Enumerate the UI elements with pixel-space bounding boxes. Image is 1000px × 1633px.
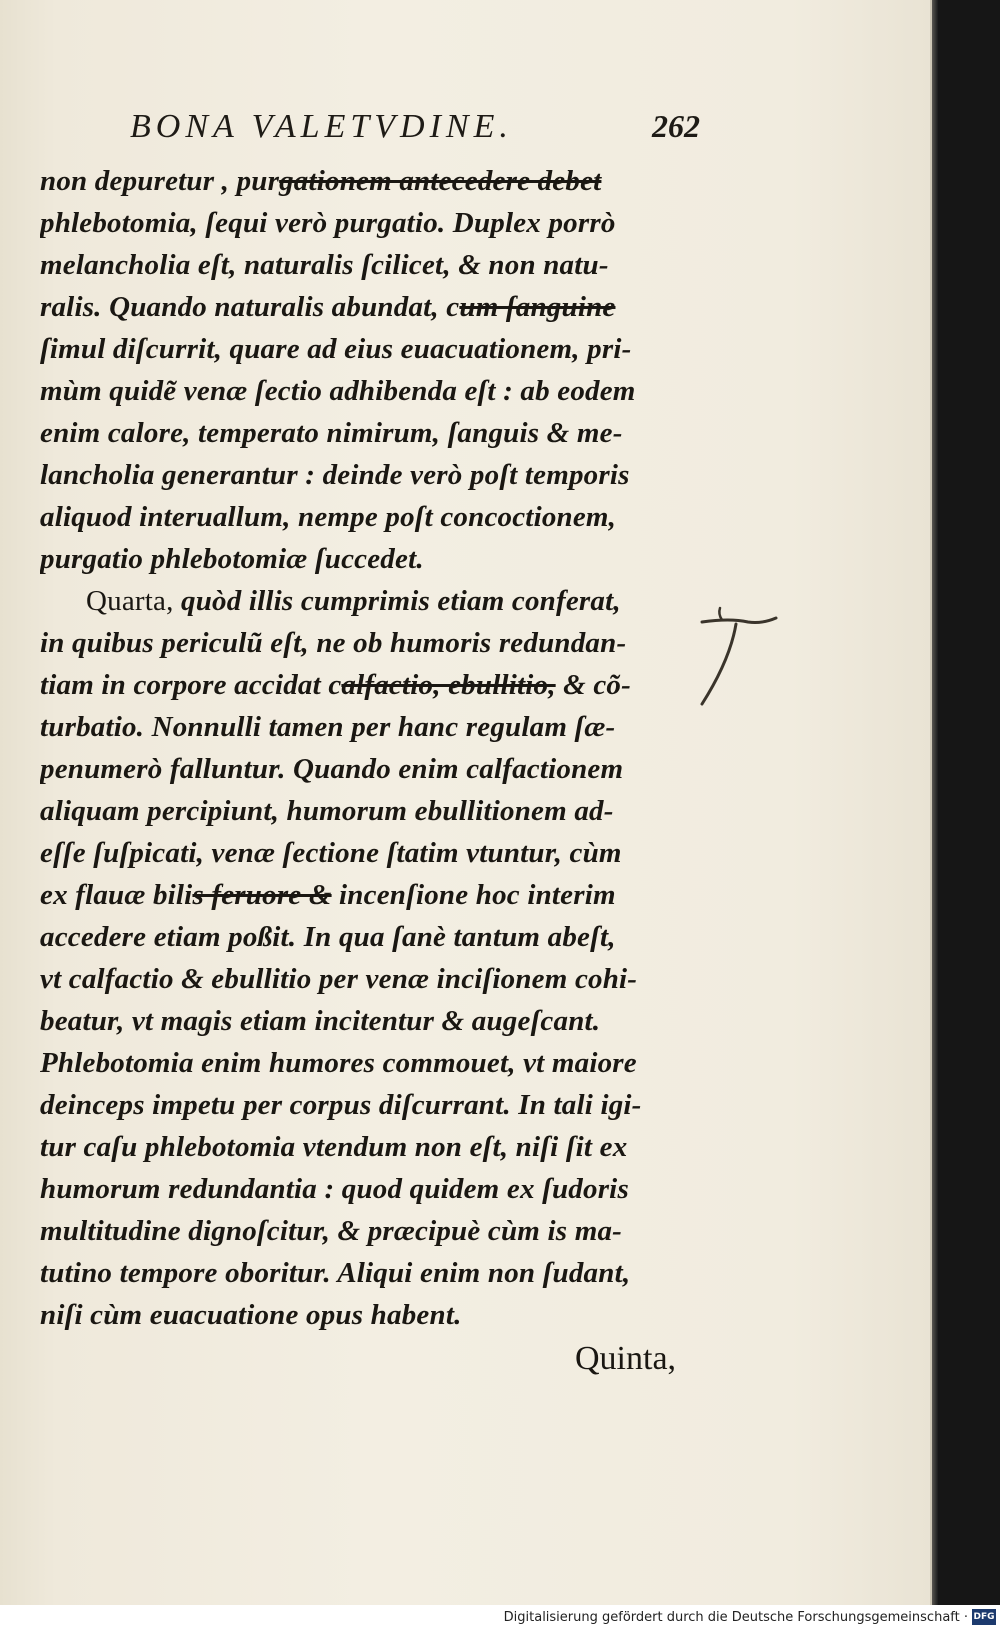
text-segment: vt calfactio & ebullitio per venæ inciſionem cohi-: [40, 963, 638, 995]
text-line: [40, 328, 700, 370]
text-segment: ralis. Quando naturalis abundat, c: [40, 291, 460, 323]
text-line: [40, 748, 700, 790]
text-line: [40, 1168, 700, 1210]
text-line: [40, 1294, 700, 1336]
text-segment: lancholia generantur : deinde verò poſt temporis: [40, 459, 630, 491]
text-segment: humorum redundantia : quod quidem ex ſudoris: [40, 1173, 629, 1205]
text-segment: Quarta,: [86, 585, 174, 617]
text-line: [40, 706, 700, 748]
text-segment: ex flauæ bili: [40, 879, 193, 911]
struck-through-text: s feruore &: [192, 879, 332, 911]
text-line: [40, 454, 700, 496]
text-segment: accedere etiam poßit. In qua ſanè tantum abeſt,: [40, 921, 616, 953]
text-line: [40, 622, 700, 664]
text-line: [40, 286, 700, 328]
text-segment: Phlebotomia enim humores commouet, vt maiore: [40, 1047, 637, 1079]
page-number: 262: [652, 108, 700, 144]
running-head: [130, 108, 700, 152]
text-line: [40, 1210, 700, 1252]
struck-through-text: alfactio, ebullitio,: [341, 669, 556, 701]
text-segment: beatur, vt magis etiam incitentur & augeſcant.: [40, 1005, 601, 1037]
text-segment: quòd illis cumprimis etiam conferat,: [173, 585, 621, 617]
text-segment: niſi cùm euacuatione opus habent.: [40, 1299, 462, 1331]
text-segment: non depuretur , pur: [40, 165, 280, 197]
text-line: [40, 874, 700, 916]
text-segment: in quibus periculũ eſt, ne ob humoris redundan-: [40, 627, 627, 659]
handwritten-margin-mark-icon: [700, 600, 780, 710]
text-line: [40, 790, 700, 832]
text-segment: tur caſu phlebotomia vtendum non eſt, niſi ſit ex: [40, 1131, 628, 1163]
text-line: [40, 202, 700, 244]
struck-through-text: um ſanguine: [459, 291, 616, 323]
text-line: [40, 958, 700, 1000]
text-line: [40, 1252, 700, 1294]
text-segment: ſimul diſcurrit, quare ad eius euacuationem, pri-: [40, 333, 632, 365]
text-segment: turbatio. Nonnulli tamen per hanc regulam ſæ-: [40, 711, 616, 743]
funding-credit: Digitalisierung gefördert durch die Deutsche Forschungsgemeinschaft ·: [503, 1610, 968, 1625]
text-line: [40, 832, 700, 874]
text-line: [40, 916, 700, 958]
text-segment: purgatio phlebotomiæ ſuccedet.: [40, 543, 424, 575]
dfg-logo-icon: DFG: [972, 1609, 996, 1625]
text-line: [40, 1126, 700, 1168]
text-line: [40, 580, 700, 622]
catchword: Quinta,: [575, 1340, 677, 1377]
text-segment: phlebotomia, ſequi verò purgatio. Duplex porrò: [40, 207, 616, 239]
text-segment: tutino tempore oboritur. Aliqui enim non ſudant,: [40, 1257, 631, 1289]
text-segment: tiam in corpore accidat c: [40, 669, 342, 701]
text-segment: & cõ-: [555, 669, 631, 701]
text-line: [40, 1084, 700, 1126]
text-segment: enim calore, temperato nimirum, ſanguis & me-: [40, 417, 623, 449]
text-segment: melancholia eſt, naturalis ſcilicet, & non natu-: [40, 249, 609, 281]
digitization-footer: [0, 1605, 1000, 1633]
text-segment: mùm quidẽ venæ ſectio adhibenda eſt : ab eodem: [40, 375, 636, 407]
text-segment: aliquam percipiunt, humorum ebullitionem ad-: [40, 795, 614, 827]
text-segment: penumerò falluntur. Quando enim calfactionem: [40, 753, 624, 785]
struck-through-text: gationem antecedere debet: [279, 165, 602, 197]
text-segment: eſſe ſuſpicati, venæ ſectione ſtatim vtuntur, cùm: [40, 837, 622, 869]
text-line: [40, 370, 700, 412]
text-line: [40, 412, 700, 454]
text-segment: incenſione hoc interim: [331, 879, 616, 911]
text-segment: aliquod interuallum, nempe poſt concoctionem,: [40, 501, 617, 533]
text-line: [40, 664, 700, 706]
running-head-title: BONA VALETVDINE.: [130, 108, 513, 145]
body-text: [40, 160, 700, 1336]
text-segment: deinceps impetu per corpus diſcurrant. In tali igi-: [40, 1089, 642, 1121]
text-line: [40, 1000, 700, 1042]
text-line: [40, 244, 700, 286]
text-line: [40, 496, 700, 538]
text-line: [40, 538, 700, 580]
text-line: [40, 160, 700, 202]
text-segment: multitudine dignoſcitur, & præcipuè cùm is ma-: [40, 1215, 623, 1247]
text-line: [40, 1042, 700, 1084]
